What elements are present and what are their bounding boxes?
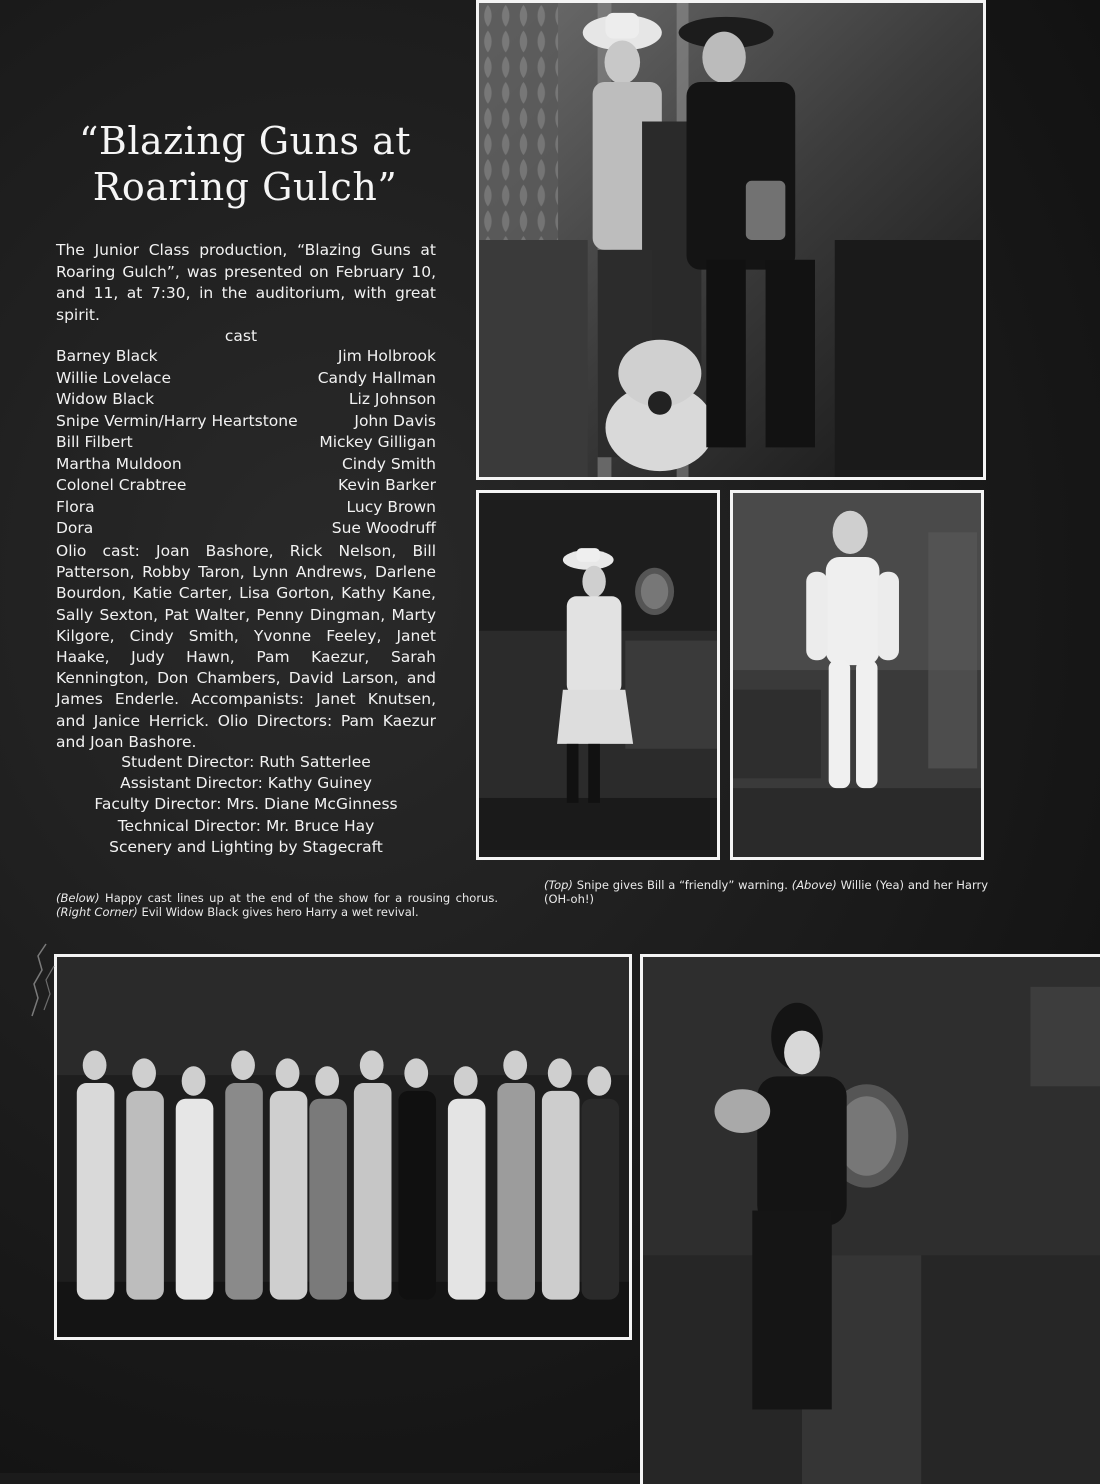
cast-list [56,346,436,540]
title-line-1: “Blazing Guns at [78,119,412,163]
cast-row [56,497,436,519]
credit-line: Faculty Director: Mrs. Diane McGinness [94,795,398,814]
actor-name: Jim Holbrook [337,347,436,365]
actor-name: Mickey Gilligan [319,433,436,451]
cast-row [56,432,436,454]
actor-name: Cindy Smith [341,454,436,473]
intro-paragraph: The Junior Class production, “Blazing Guns at Roaring Gulch”, was presented on February 10, and 11, at 7:30, in the auditorium, with great spirit. [56,241,436,324]
role-name: Colonel Crabtree [56,476,187,494]
director-credits [56,752,436,858]
cast-heading: cast [224,327,258,345]
olio-paragraph: Olio cast: Joan Bashore, Rick Nelson, Bill Patterson, Robby Taron, Lynn Andrews, Darlene Bourdon, Katie Carter, Lisa Gorton, Kathy Kane, Sally Sexton, Pat Walter, Penny Dingman, Marty Kilgore, Cindy Smith, Yvonne Feeley, Janet Haake, Judy Hawn, Pam Kaezur, Sarah Kennington, Don Chambers, David Larson, and James Enderle. Accompanists: Janet Knutsen, and Janice Herrick. Olio Directors: Pam Kaezur and Joan Bashore. [56,542,436,751]
role-name: Snipe Vermin/Harry Heartstone [56,411,298,430]
cast-row [56,454,436,476]
cast-row [56,518,436,540]
actor-name: Liz Johnson [348,390,436,408]
credit-line: Student Director: Ruth Satterlee [121,753,371,771]
cast-row [56,411,436,433]
actor-name: Sue Woodruff [331,519,436,537]
pencil-scribble [24,940,64,1020]
role-name: Dora [56,519,94,537]
credit-line: Scenery and Lighting by Stagecraft [109,837,383,856]
actor-name: Kevin Barker [338,476,436,494]
article-title [60,118,430,210]
role-name: Flora [56,497,95,516]
cast-row [56,475,436,497]
actor-name: John Davis [354,411,436,430]
photo-cast-chorus [54,954,632,1340]
photo-widow-black [640,954,1100,1484]
cast-row [56,368,436,390]
photo-willie [476,490,720,860]
role-name: Barney Black [56,347,158,365]
actor-name: Lucy Brown [346,497,436,516]
credit-line: Technical Director: Mr. Bruce Hay [117,816,375,835]
title-line-2: Roaring Gulch” [92,165,398,209]
caption-below-and-corner: (Below) Happy cast lines up at the end of the show for a rousing chorus. (Right Corner) Evil Widow Black gives hero Harry a wet revival. [56,891,498,919]
role-name: Widow Black [56,390,155,408]
cast-row [56,346,436,368]
actor-name: Candy Hallman [317,368,436,387]
photo-snipe-and-bill [476,0,986,480]
role-name: Martha Muldoon [56,454,182,473]
photo-harry [730,490,984,860]
credit-line: Assistant Director: Kathy Guiney [120,774,372,793]
cast-row [56,389,436,411]
role-name: Bill Filbert [56,433,133,451]
caption-top-and-above: (Top) Snipe gives Bill a “friendly” warning. (Above) Willie (Yea) and her Harry (OH-oh!) [544,878,989,906]
role-name: Willie Lovelace [56,368,172,387]
